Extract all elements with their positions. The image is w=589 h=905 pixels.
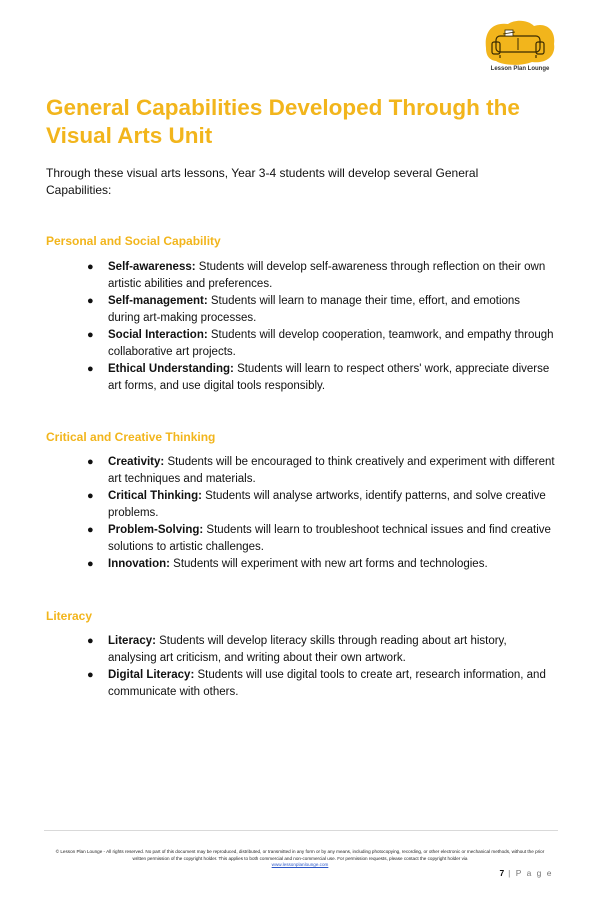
item-term: Creativity: xyxy=(108,456,165,468)
list-item xyxy=(85,327,555,361)
bullet-icon: ● xyxy=(87,558,94,571)
bullet-icon: ● xyxy=(87,261,94,273)
list-item xyxy=(85,522,555,556)
list-item xyxy=(85,633,555,667)
item-text: Students will analyse artworks, identify patterns, and solve creative problems. xyxy=(108,490,546,519)
item-term: Literacy: xyxy=(108,635,156,647)
list-item xyxy=(85,488,555,522)
list-item xyxy=(85,667,555,701)
footer-copyright xyxy=(50,849,550,869)
item-text: Students will learn to manage their time, effort, and emotions during art-making processes. xyxy=(108,295,521,324)
item-text: Students will be encouraged to think creatively and experiment with different art techniques and materials. xyxy=(108,456,555,485)
logo xyxy=(482,18,558,80)
item-term: Self-awareness: xyxy=(108,261,196,273)
list-item xyxy=(85,293,555,327)
list-literacy xyxy=(85,633,555,701)
bullet-icon: ● xyxy=(87,295,94,308)
list-personal-social xyxy=(85,259,555,395)
item-text: Students will develop cooperation, teamwork, and empathy through collaborative art projects. xyxy=(108,329,554,358)
copyright-text: © Lesson Plan Lounge - All rights reserved. No part of this document may be reproduced, distributed, or transmitted in any form or by any means, including photocopying, recording, or other electronic or mechanical methods, without the prior written permission of the copyright holder. This applies to both commercial and non-commercial use. For permission requests, please contact the copyright holder via xyxy=(55,849,545,861)
bullet-icon: ● xyxy=(87,669,94,682)
item-text: Students will learn to troubleshoot technical issues and find creative solutions to artistic challenges. xyxy=(108,524,551,553)
bullet-icon: ● xyxy=(87,456,94,468)
bullet-icon: ● xyxy=(87,329,94,342)
item-term: Social Interaction: xyxy=(108,329,208,342)
page-label: | P a g e xyxy=(508,868,553,878)
item-term: Ethical Understanding: xyxy=(108,363,234,376)
item-term: Innovation: xyxy=(108,558,170,571)
logo-text: Lesson Plan Lounge xyxy=(490,66,550,72)
item-text: Students will develop literacy skills through reading about art history, analysing art criticism, and writing about their own artwork. xyxy=(108,635,507,664)
section-heading-critical-creative: Critical and Creative Thinking xyxy=(46,430,216,444)
page-number xyxy=(500,868,553,878)
list-item xyxy=(85,259,555,293)
section-heading-literacy: Literacy xyxy=(46,609,93,623)
item-term: Self-management: xyxy=(108,295,208,308)
page-number-value: 7 xyxy=(499,868,505,878)
section-heading-personal-social: Personal and Social Capability xyxy=(46,234,221,248)
item-term: Problem-Solving: xyxy=(108,524,204,537)
list-item xyxy=(85,556,555,573)
page-title: General Capabilities Developed Through the Visual Arts Unit xyxy=(46,95,520,148)
bullet-icon: ● xyxy=(87,524,94,537)
bullet-icon: ● xyxy=(87,635,94,647)
item-text: Students will experiment with new art forms and technologies. xyxy=(169,558,488,571)
bullet-icon: ● xyxy=(87,490,94,503)
website-link[interactable]: www.lessonplanlounge.com xyxy=(271,862,329,867)
item-text: Students will develop self-awareness through reflection on their own artistic abilities and preferences. xyxy=(108,261,546,290)
footer-divider xyxy=(44,830,558,831)
list-critical-creative xyxy=(85,454,555,574)
item-text: Students will use digital tools to create art, research information, and communicate with others. xyxy=(108,669,546,698)
item-term: Critical Thinking: xyxy=(108,490,202,503)
list-item xyxy=(85,454,555,488)
intro-paragraph: Through these visual arts lessons, Year 3-4 students will develop several General Capabilities: xyxy=(46,166,479,197)
bullet-icon: ● xyxy=(87,363,94,376)
sofa-logo-icon xyxy=(482,18,558,66)
item-text: Students will learn to respect others' work, appreciate diverse art forms, and use digital tools responsibly. xyxy=(108,363,550,393)
item-term: Digital Literacy: xyxy=(108,669,195,682)
list-item xyxy=(85,361,555,395)
